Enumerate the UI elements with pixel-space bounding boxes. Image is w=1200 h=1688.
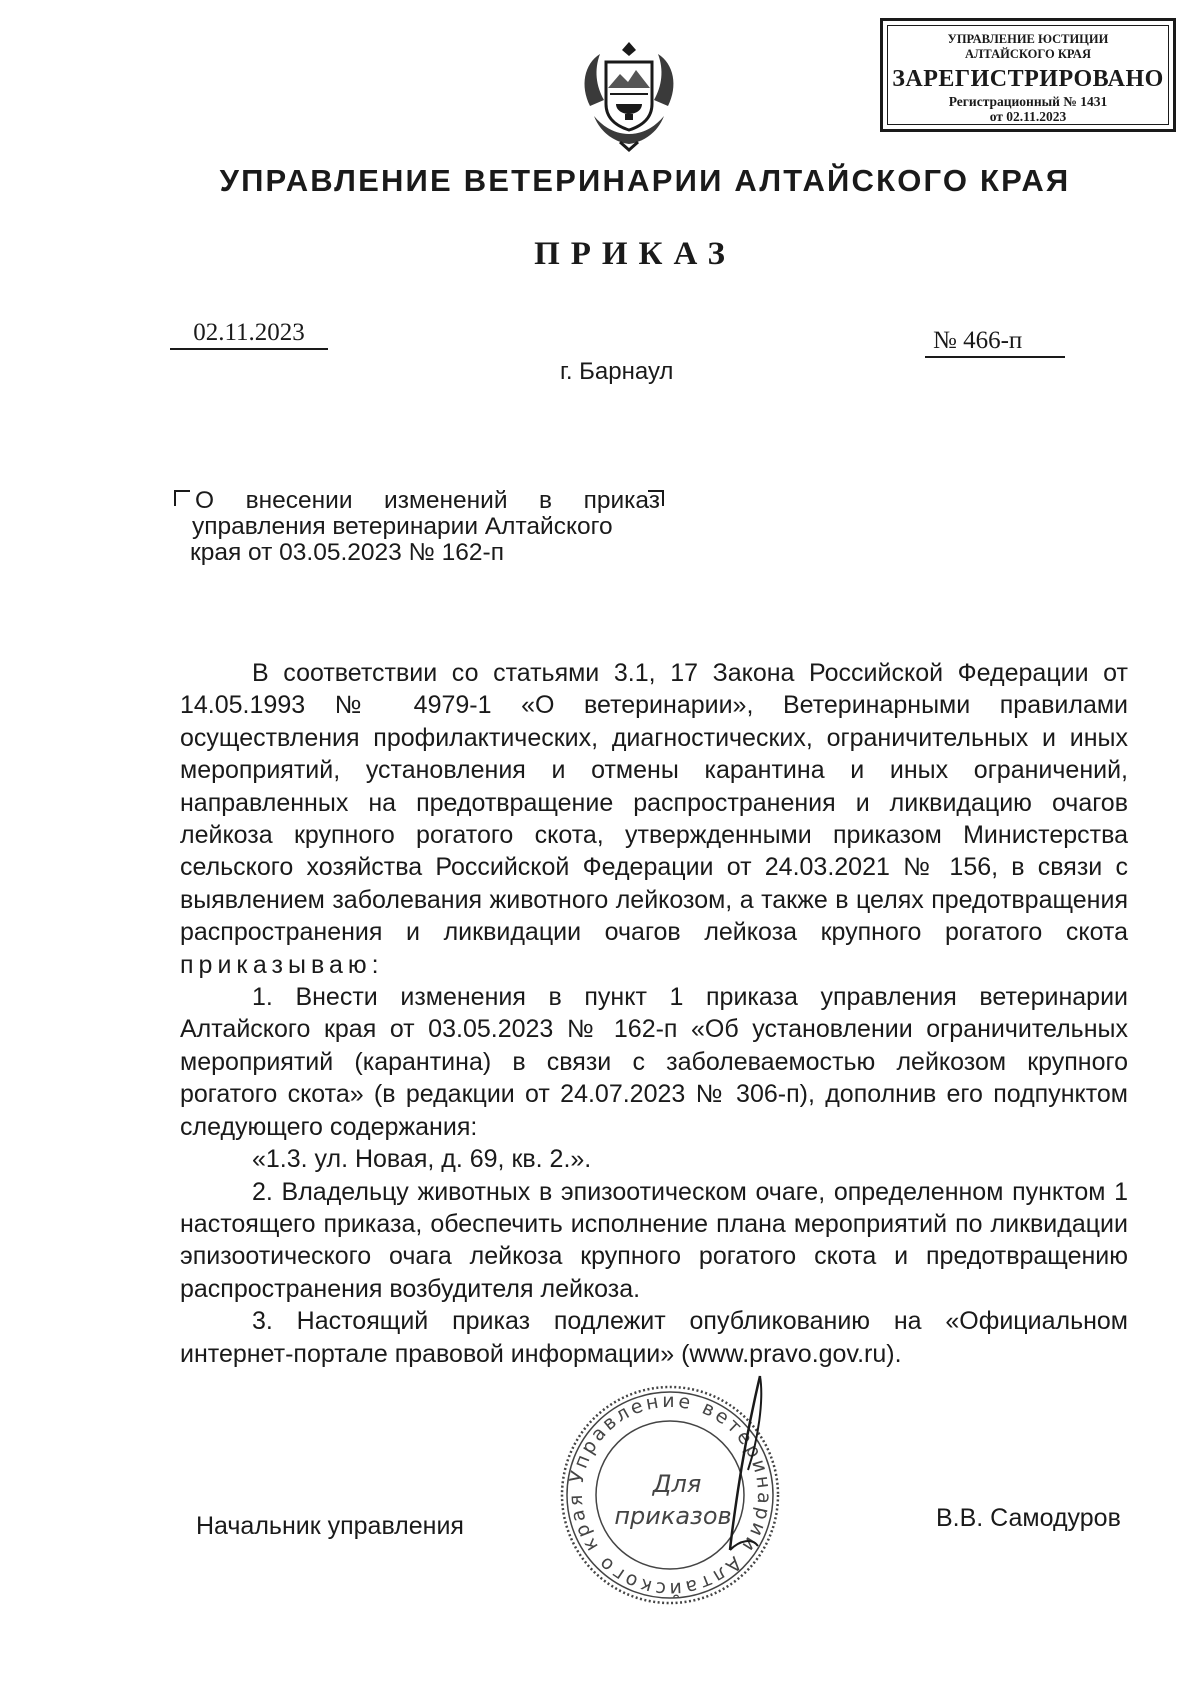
- stamp-authority-line-1: УПРАВЛЕНИЕ ЮСТИЦИИ: [947, 32, 1109, 46]
- item-3-paragraph: 3. Настоящий приказ подлежит опубликованию на «Официальном интернет-портале правовой информации» (www.pravo.gov.ru).: [180, 1307, 1128, 1368]
- seal-ring-text: Управление ветеринарии Алтайского края: [564, 1389, 776, 1601]
- stamp-authority-line-2: АЛТАЙСКОГО КРАЯ: [965, 47, 1091, 61]
- signatory-name: В.В. Самодуров: [936, 1504, 1121, 1532]
- stamp-status: ЗАРЕГИСТРИРОВАНО: [892, 66, 1164, 92]
- signatory-position: Начальник управления: [196, 1512, 464, 1540]
- subject-line-2: управления ветеринарии Алтайского: [192, 513, 613, 540]
- seal-center-line-2: приказов: [614, 1502, 732, 1530]
- document-type-title: ПРИКАЗ: [534, 236, 736, 272]
- document-subject: [180, 488, 660, 566]
- item-2-paragraph: 2. Владельцу животных в эпизоотическом очаге, определенном пунктом 1 настоящего приказа, обеспечить исполнение плана мероприятий по ликвидации эпизоотического очага лейкоза крупного рогатого скота и предотвращению распространения возбудителя лейкоза.: [180, 1177, 1128, 1303]
- seal-center-line-1: Для: [652, 1470, 702, 1498]
- organization-title: УПРАВЛЕНИЕ ВЕТЕРИНАРИИ АЛТАЙСКОГО КРАЯ: [219, 163, 1071, 198]
- document-date: 02.11.2023: [170, 318, 328, 350]
- preamble-paragraph: [180, 657, 1128, 981]
- stamp-reg-date: от 02.11.2023: [989, 109, 1067, 124]
- subject-line-3: края от 03.05.2023 № 162-п: [190, 539, 504, 566]
- order-word: приказываю:: [180, 950, 384, 979]
- document-body: [180, 657, 1128, 1370]
- stamp-reg-number: Регистрационный № 1431: [948, 94, 1108, 109]
- item-1-paragraph: 1. Внести изменения в пункт 1 приказа управления ветеринарии Алтайского края от 03.05.2023 № 162-п «Об установлении ограничительных мероприятий (карантина) в связи с заболеваемостью лейкозом крупного рогатого скота» (в редакции от 24.07.2023 № 306-п), дополнив его подпунктом следующего содержания:: [180, 983, 1128, 1141]
- handwritten-signature: [640, 1370, 870, 1570]
- preamble-text: В соответствии со статьями 3.1, 17 Закона Российской Федерации от 14.05.1993 № 4979-1 «О ветеринарии», Ветеринарными правилами осуществления профилактических, диагностических, ограничительных и иных мероприятий, установления и отмены карантина и иных ограничений, направленных на предотвращение распространения и ликвидацию очагов лейкоза крупного рогатого скота, утвержденными приказом Министерства сельского хозяйства Российской Федерации от 24.03.2021 № 156, в связи с выявлением заболевания животного лейкозом, а также в целях предотвращения распространения и ликвидации очагов лейкоза крупного рогатого скота: [180, 659, 1128, 947]
- document-city: г. Барнаул: [560, 358, 674, 385]
- item-1-subpoint: «1.3. ул. Новая, д. 69, кв. 2.».: [252, 1145, 592, 1174]
- document-number: № 466-п: [925, 326, 1065, 358]
- coat-of-arms-icon: [570, 36, 688, 154]
- subject-line-1: О внесении изменений в приказ: [195, 487, 660, 514]
- registration-stamp: [880, 18, 1176, 132]
